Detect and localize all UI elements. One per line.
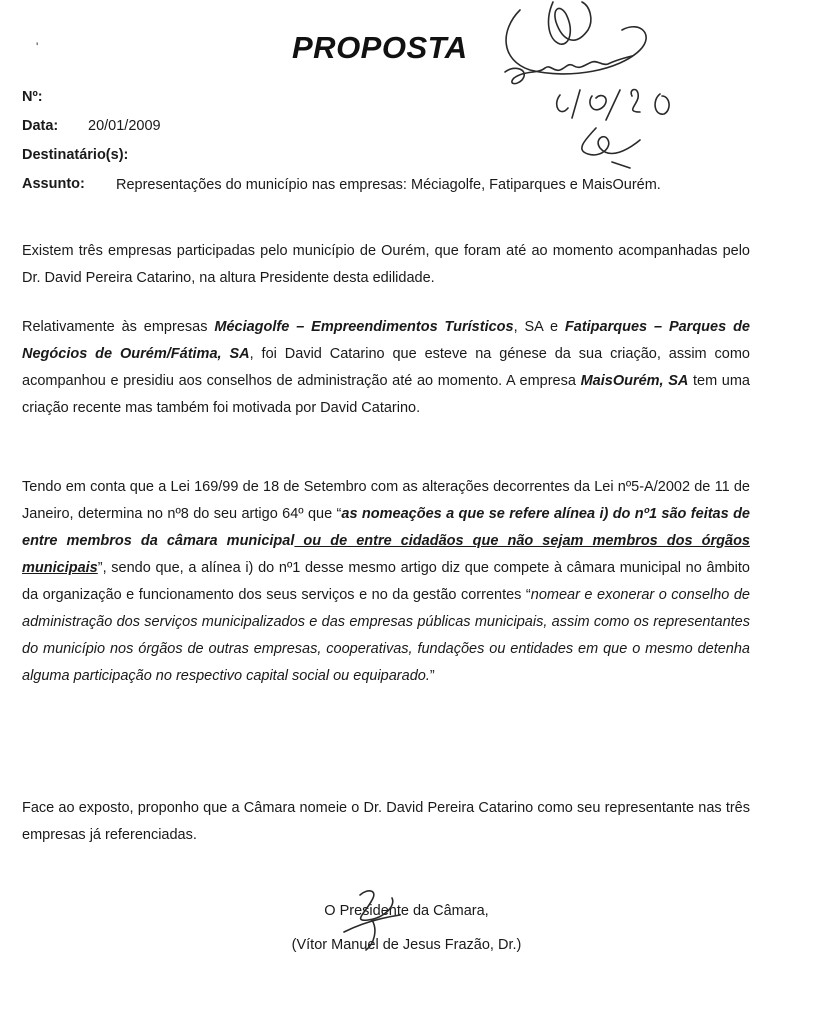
text-run: tem uma criação recente mas também foi motivada por David Catarino. [22, 373, 751, 416]
assunto-label: Assunto: [22, 176, 85, 192]
handwritten-date-strokes [557, 90, 669, 121]
assunto-value: Representações do município nas empresas: Méciagolfe, Fatiparques e MaisOurém. [116, 177, 661, 193]
legal-quote-bold: as nomeações a que se refere alínea i) do nº1 são feitas de entre membros da câmara municipal [22, 506, 750, 549]
legal-quote-italic: nomear e exonerar o conselho de administração dos serviços municipalizados e das empresas públicas municipais, assim como os representantes do município nos órgãos de outras empresas, cooperativas, fundações ou entidades em que o mesmo detenha alguma participação no respectivo capital social ou equiparado. [22, 587, 750, 684]
text-run: ” [429, 668, 435, 684]
paragraph-proposal-text: Face ao exposto, proponho que a Câmara nomeie o Dr. David Pereira Catarino como seu representante nas três empresas já referenciadas. [22, 800, 750, 843]
text-run: , SA e [513, 319, 565, 335]
handwritten-paraph [582, 128, 640, 168]
handwritten-initial-a [549, 2, 591, 44]
company-name-fatiparques: Fatiparques – Parques de Negócios de Ourém/Fátima, SA [22, 319, 750, 362]
data-value: 20/01/2009 [88, 118, 161, 134]
signatory-title: O Presidente da Câmara, [324, 903, 489, 919]
signature-strokes [344, 891, 400, 950]
text-run: , foi David Catarino que esteve na génese da sua criação, assim como acompanhou e presidiu aos conselhos de administração até ao momento. A empresa [22, 346, 750, 389]
numero-label: Nº: [22, 89, 43, 105]
handwritten-word-reuniao [505, 56, 632, 84]
text-run: Relativamente às empresas [22, 319, 215, 335]
destinatario-label: Destinatário(s): [22, 147, 129, 163]
legal-quote-underlined: ou de entre cidadãos que não sejam membros dos órgãos municipais [22, 533, 750, 576]
text-run: ”, sendo que, a alínea i) do nº1 desse mesmo artigo diz que compete à câmara municipal no âmbito da organização e funcionamento dos seus serviços e no da gestão correntes “ [22, 560, 750, 603]
paragraph-intro-text: Existem três empresas participadas pelo município de Ourém, que foram até ao momento acompanhadas pelo Dr. David Pereira Catarino, na altura Presidente desta edilidade. [22, 243, 750, 286]
handwritten-loop [506, 10, 646, 74]
company-name-meciagolfe: Méciagolfe – Empreendimentos Turísticos [214, 319, 514, 335]
signatory-name: (Vítor Manuel de Jesus Frazão, Dr.) [291, 937, 522, 953]
text-run: Tendo em conta que a Lei 169/99 de 18 de Setembro com as alterações decorrentes da Lei nº5-A/2002 de 11 de Janeiro, determina no nº8 do seu artigo 64º que “ [22, 479, 750, 522]
margin-mark: ' [36, 40, 39, 54]
page-title: PROPOSTA [292, 30, 468, 65]
data-label: Data: [22, 118, 59, 134]
company-name-maisourem: MaisOurém, SA [580, 373, 689, 389]
